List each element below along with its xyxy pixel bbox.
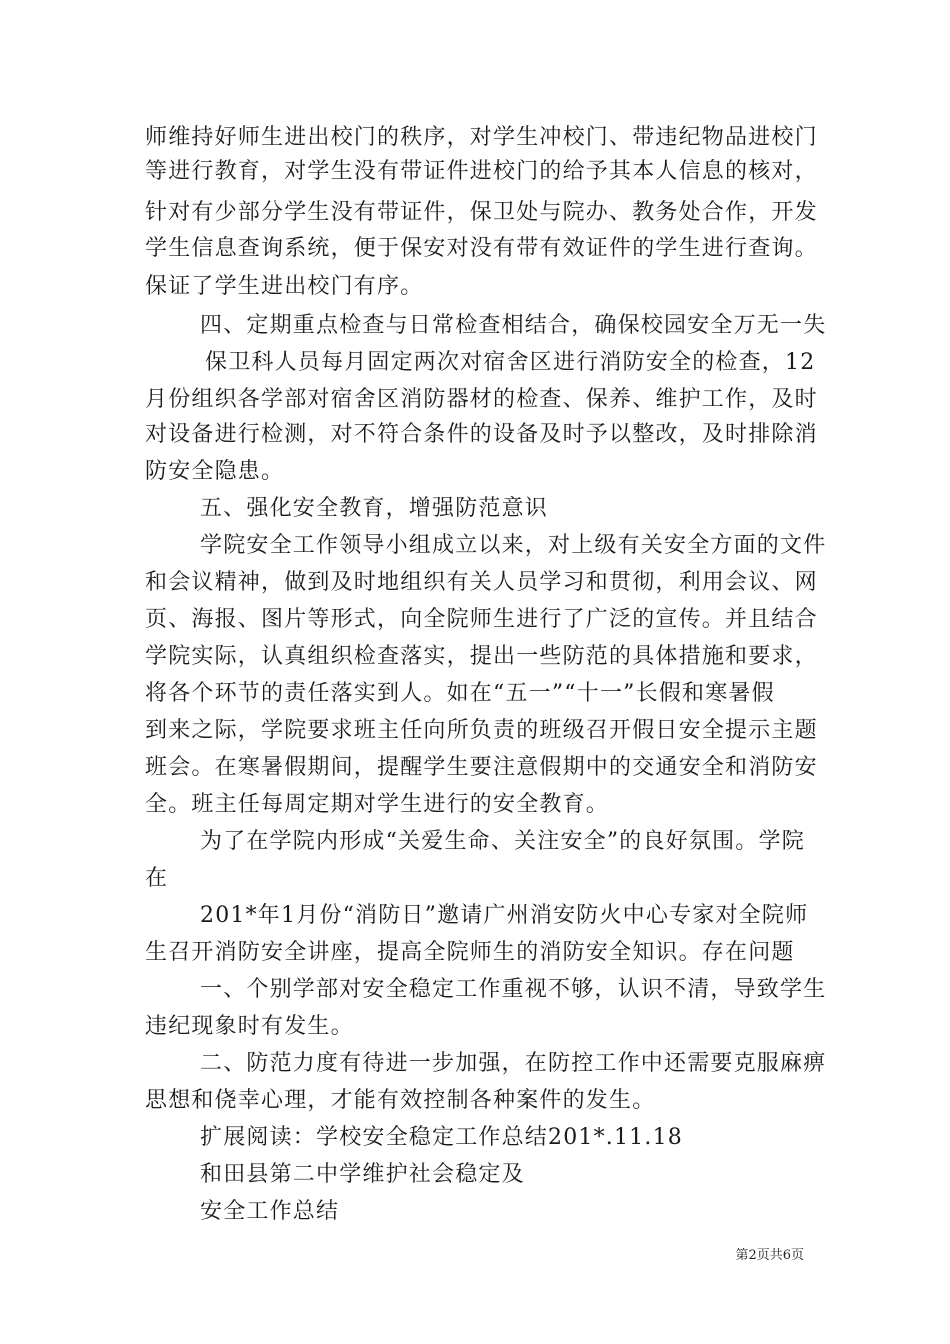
text-line: 学生信息查询系统，便于保安对没有带有效证件的学生进行查询。 (145, 236, 818, 261)
page-number: 第2页共6页 (735, 1248, 804, 1263)
text-line: 学院安全工作领导小组成立以来，对上级有关安全方面的文件 (200, 533, 827, 558)
text-line: 保证了学生进出校门有序。 (145, 274, 424, 299)
text-line: 针对有少部分学生没有带证件，保卫处与院办、教务处合作，开发 (145, 200, 818, 225)
text-line: 和会议精神，做到及时地组织有关人员学习和贯彻，利用会议、网 (145, 570, 818, 595)
text-line: 和田县第二中学维护社会稳定及 (200, 1162, 525, 1187)
text-line: 等进行教育，对学生没有带证件进校门的给予其本人信息的核对， (145, 159, 818, 184)
text-line: 对设备进行检测，对不符合条件的设备及时予以整改，及时排除消 (145, 422, 818, 447)
section-heading: 五、强化安全教育，增强防范意识 (200, 496, 549, 521)
text-line: 将各个环节的责任落实到人。如在“五一”“十一”长假和寒暑假 (145, 681, 775, 706)
text-line: 扩展阅读：学校安全稳定工作总结201*.11.18 (200, 1125, 683, 1150)
text-line: 二、防范力度有待进一步加强，在防控工作中还需要克服麻痹 (200, 1051, 827, 1076)
text-line: 安全工作总结 (200, 1199, 340, 1224)
text-line: 为了在学院内形成“关爱生命、关注安全”的良好氛围。学院 (200, 829, 805, 854)
text-line: 201*年1月份“消防日”邀请广州消安防火中心专家对全院师 (200, 903, 809, 928)
text-line: 保卫科人员每月固定两次对宿舍区进行消防安全的检查，12 (205, 350, 816, 375)
text-line: 学院实际，认真组织检查落实，提出一些防范的具体措施和要求， (145, 644, 818, 669)
text-line: 违纪现象时有发生。 (145, 1014, 354, 1039)
text-line: 月份组织各学部对宿舍区消防器材的检查、保养、维护工作，及时 (145, 387, 818, 412)
text-line: 全。班主任每周定期对学生进行的安全教育。 (145, 792, 610, 817)
text-line: 一、个别学部对安全稳定工作重视不够，认识不清，导致学生 (200, 977, 827, 1002)
text-line: 生召开消防安全讲座，提高全院师生的消防安全知识。存在问题 (145, 940, 795, 965)
text-line: 防安全隐患。 (145, 459, 285, 484)
text-line: 思想和侥幸心理，才能有效控制各种案件的发生。 (145, 1088, 656, 1113)
text-line: 页、海报、图片等形式，向全院师生进行了广泛的宣传。并且结合 (145, 607, 818, 632)
text-line: 在 (145, 866, 169, 891)
text-line: 到来之际，学院要求班主任向所负责的班级召开假日安全提示主题 (145, 718, 818, 743)
text-line: 师维持好师生进出校门的秩序，对学生冲校门、带违纪物品进校门 (145, 125, 818, 150)
section-heading: 四、定期重点检查与日常检查相结合，确保校园安全万无一失 (200, 313, 827, 338)
text-line: 班会。在寒暑假期间，提醒学生要注意假期中的交通安全和消防安 (145, 755, 818, 780)
